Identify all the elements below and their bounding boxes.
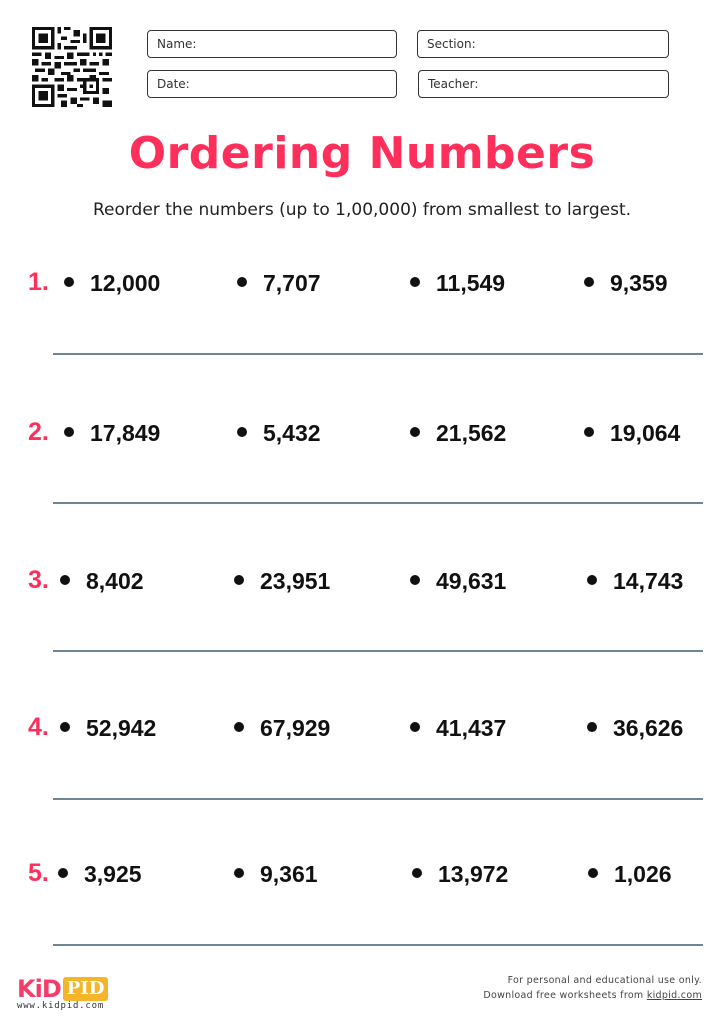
problem-3 xyxy=(0,566,724,606)
bullet-icon xyxy=(234,575,244,585)
problem-4 xyxy=(0,713,724,753)
bullet-icon xyxy=(410,427,420,437)
qr-code-icon xyxy=(32,27,112,107)
number-item: 67,929 xyxy=(234,715,330,742)
number-item: 3,925 xyxy=(58,861,142,888)
number-item: 14,743 xyxy=(587,568,683,595)
logo-url: www.kidpid.com xyxy=(17,1001,105,1011)
number-item: 21,562 xyxy=(410,420,506,447)
bullet-icon xyxy=(234,868,244,878)
bullet-icon xyxy=(410,722,420,732)
bullet-icon xyxy=(237,277,247,287)
bullet-icon xyxy=(60,575,70,585)
logo-kid-text: KiD xyxy=(17,975,61,1003)
problem-number: 3. xyxy=(28,566,49,594)
answer-line-2[interactable] xyxy=(53,502,703,504)
section-field[interactable] xyxy=(417,30,669,58)
footer-line-1: For personal and educational use only. xyxy=(507,975,702,986)
bullet-icon xyxy=(64,427,74,437)
page-title: Ordering Numbers xyxy=(128,128,596,179)
problem-number: 4. xyxy=(28,713,49,741)
number-item: 52,942 xyxy=(60,715,156,742)
number-item: 23,951 xyxy=(234,568,330,595)
kidpid-logo[interactable] xyxy=(17,975,108,1003)
problem-1 xyxy=(0,268,724,308)
number-item: 36,626 xyxy=(587,715,683,742)
bullet-icon xyxy=(584,427,594,437)
answer-line-4[interactable] xyxy=(53,798,703,800)
date-field-label: Date: xyxy=(157,77,190,91)
number-item: 11,549 xyxy=(410,270,505,297)
bullet-icon xyxy=(58,868,68,878)
problem-2 xyxy=(0,418,724,458)
number-item: 9,361 xyxy=(234,861,318,888)
date-field[interactable] xyxy=(147,70,397,98)
number-item: 19,064 xyxy=(584,420,680,447)
teacher-field[interactable] xyxy=(418,70,669,98)
instructions: Reorder the numbers (up to 1,00,000) from smallest to largest. xyxy=(92,200,632,220)
bullet-icon xyxy=(410,575,420,585)
number-item: 12,000 xyxy=(64,270,160,297)
number-item: 13,972 xyxy=(412,861,508,888)
problem-5 xyxy=(0,859,724,899)
problem-number: 1. xyxy=(28,268,49,296)
bullet-icon xyxy=(410,277,420,287)
answer-line-1[interactable] xyxy=(53,353,703,355)
problem-number: 2. xyxy=(28,418,49,446)
bullet-icon xyxy=(587,722,597,732)
bullet-icon xyxy=(60,722,70,732)
bullet-icon xyxy=(587,575,597,585)
bullet-icon xyxy=(237,427,247,437)
bullet-icon xyxy=(234,722,244,732)
number-item: 9,359 xyxy=(584,270,668,297)
footer-notice xyxy=(483,973,702,1003)
bullet-icon xyxy=(64,277,74,287)
footer-line-2: Download free worksheets from kidpid.com xyxy=(483,990,702,1001)
bullet-icon xyxy=(584,277,594,287)
teacher-field-label: Teacher: xyxy=(428,77,479,91)
name-field-label: Name: xyxy=(157,37,197,51)
number-item: 49,631 xyxy=(410,568,506,595)
answer-line-5[interactable] xyxy=(53,944,703,946)
number-item: 41,437 xyxy=(410,715,506,742)
number-item: 7,707 xyxy=(237,270,321,297)
logo-pid-text: PID xyxy=(63,977,109,1001)
number-item: 8,402 xyxy=(60,568,144,595)
name-field[interactable] xyxy=(147,30,397,58)
number-item: 1,026 xyxy=(588,861,672,888)
kidpid-link[interactable]: kidpid.com xyxy=(646,990,702,1001)
bullet-icon xyxy=(412,868,422,878)
number-item: 5,432 xyxy=(237,420,321,447)
bullet-icon xyxy=(588,868,598,878)
problem-number: 5. xyxy=(28,859,49,887)
number-item: 17,849 xyxy=(64,420,160,447)
answer-line-3[interactable] xyxy=(53,650,703,652)
section-field-label: Section: xyxy=(427,37,476,51)
